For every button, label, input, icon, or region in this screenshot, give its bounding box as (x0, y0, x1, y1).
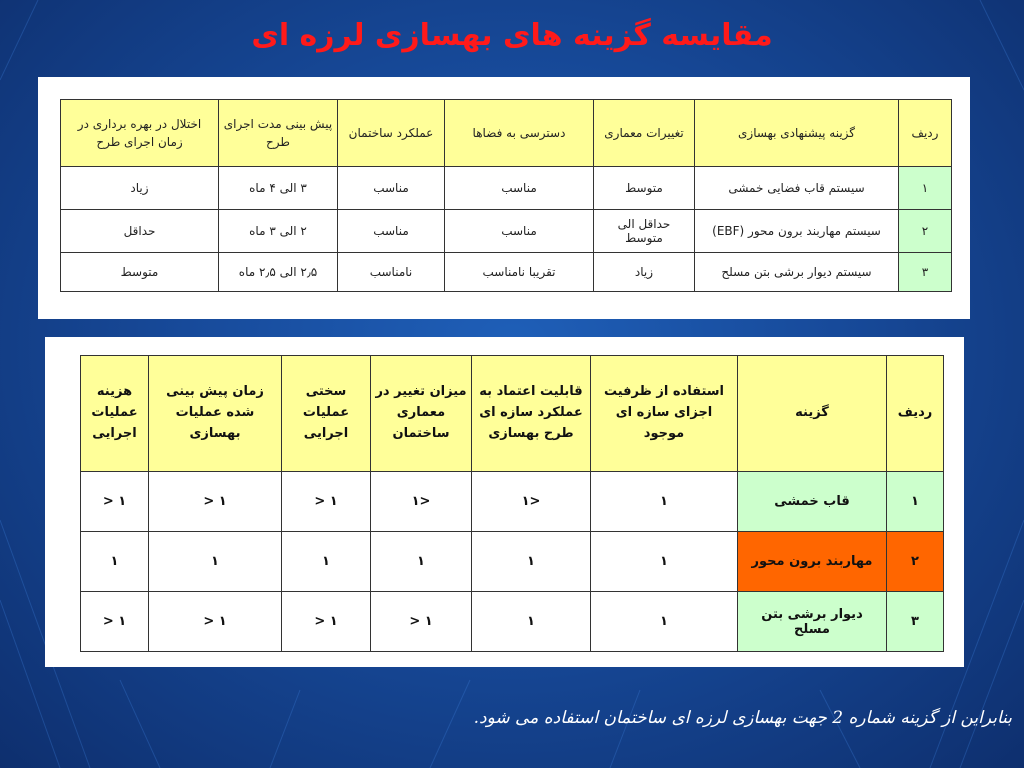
table2-header: زمان پیش بینی شده عملیات بهسازی (149, 356, 282, 472)
table-row (81, 592, 944, 652)
table1-cell: ۲ (899, 210, 952, 253)
table2-cell: ۱ (591, 532, 738, 592)
table1-cell: مناسب (338, 210, 445, 253)
table2-cell: ۱ < (149, 592, 282, 652)
table1-cell: ۲٫۵ الی ۲٫۵ ماه (219, 253, 338, 292)
table2-cell: ۱ < (282, 472, 371, 532)
table1-cell: ۲ الی ۳ ماه (219, 210, 338, 253)
table2-cell: ۱ (887, 472, 944, 532)
table1-cell: مناسب (445, 210, 594, 253)
table1-cell: ۳ الی ۴ ماه (219, 167, 338, 210)
table2-panel (45, 337, 964, 667)
table1-cell: زیاد (61, 167, 219, 210)
table1-header: عملکرد ساختمان (338, 100, 445, 167)
table2-cell: دیوار برشی بتن مسلح (738, 592, 887, 652)
table-row (61, 167, 952, 210)
table2-header: ردیف (887, 356, 944, 472)
table2-cell: ۳ (887, 592, 944, 652)
table2-header-row (81, 356, 944, 472)
table2-header: استفاده از ظرفیت اجزای سازه ای موجود (591, 356, 738, 472)
table2 (80, 355, 944, 652)
table2-header: هزینه عملیات اجرایی (81, 356, 149, 472)
table1 (60, 99, 952, 292)
table2-cell: ۱ (282, 532, 371, 592)
table2-cell: ۱ (472, 532, 591, 592)
table1-panel (38, 77, 970, 319)
page-title: مقایسه گزینه های بهسازی لرزه ای (251, 18, 773, 53)
table1-cell: تقریبا نامناسب (445, 253, 594, 292)
table1-cell: زیاد (594, 253, 695, 292)
table2-cell: ۱ (591, 472, 738, 532)
table1-cell: مناسب (445, 167, 594, 210)
table1-cell: سیستم دیوار برشی بتن مسلح (695, 253, 899, 292)
table2-cell: ۱ < (81, 472, 149, 532)
table2-cell: ۱ < (282, 592, 371, 652)
table1-cell: سیستم قاب فضایی خمشی (695, 167, 899, 210)
table1-header: پیش بینی مدت اجرای طرح (219, 100, 338, 167)
table2-header: میزان تغییر در معماری ساختمان (371, 356, 472, 472)
table1-header: گزینه پیشنهادی بهسازی (695, 100, 899, 167)
table1-cell: سیستم مهاربند برون محور (EBF) (695, 210, 899, 253)
table2-cell: ۱ (371, 532, 472, 592)
table-row (61, 210, 952, 253)
table2-cell: ۱ (591, 592, 738, 652)
table1-cell: متوسط (61, 253, 219, 292)
table2-cell: ۱ < (81, 592, 149, 652)
table-row (81, 472, 944, 532)
table2-cell: ۱ < (371, 592, 472, 652)
conclusion-text: بنابراین از گزینه شماره 2 جهت بهسازی لرزه ای ساختمان استفاده می شود. (473, 708, 1012, 728)
table2-cell: ۱ < (149, 472, 282, 532)
table-row (61, 253, 952, 292)
table1-header: ردیف (899, 100, 952, 167)
table2-cell: ۲ (887, 532, 944, 592)
table1-cell: ۱ (899, 167, 952, 210)
table2-cell: ۱ (81, 532, 149, 592)
table2-cell: ۱ (149, 532, 282, 592)
table1-cell: متوسط (594, 167, 695, 210)
table1-header: تغییرات معماری (594, 100, 695, 167)
table2-cell: قاب خمشی (738, 472, 887, 532)
table2-cell: ۱ (472, 592, 591, 652)
table1-cell: نامناسب (338, 253, 445, 292)
table2-cell: <۱ (371, 472, 472, 532)
table1-header: دسترسی به فضاها (445, 100, 594, 167)
table1-cell: حداقل (61, 210, 219, 253)
table2-header: سختی عملیات اجرایی (282, 356, 371, 472)
table1-cell: مناسب (338, 167, 445, 210)
table1-header: اختلال در بهره برداری در زمان اجرای طرح (61, 100, 219, 167)
table2-cell: <۱ (472, 472, 591, 532)
table2-cell: مهاربند برون محور (738, 532, 887, 592)
table2-header: قابلیت اعتماد به عملکرد سازه ای طرح بهسازی (472, 356, 591, 472)
table1-cell: ۳ (899, 253, 952, 292)
table2-header: گزینه (738, 356, 887, 472)
table1-header-row (61, 100, 952, 167)
table1-cell: حداقل الی متوسط (594, 210, 695, 253)
table-row (81, 532, 944, 592)
